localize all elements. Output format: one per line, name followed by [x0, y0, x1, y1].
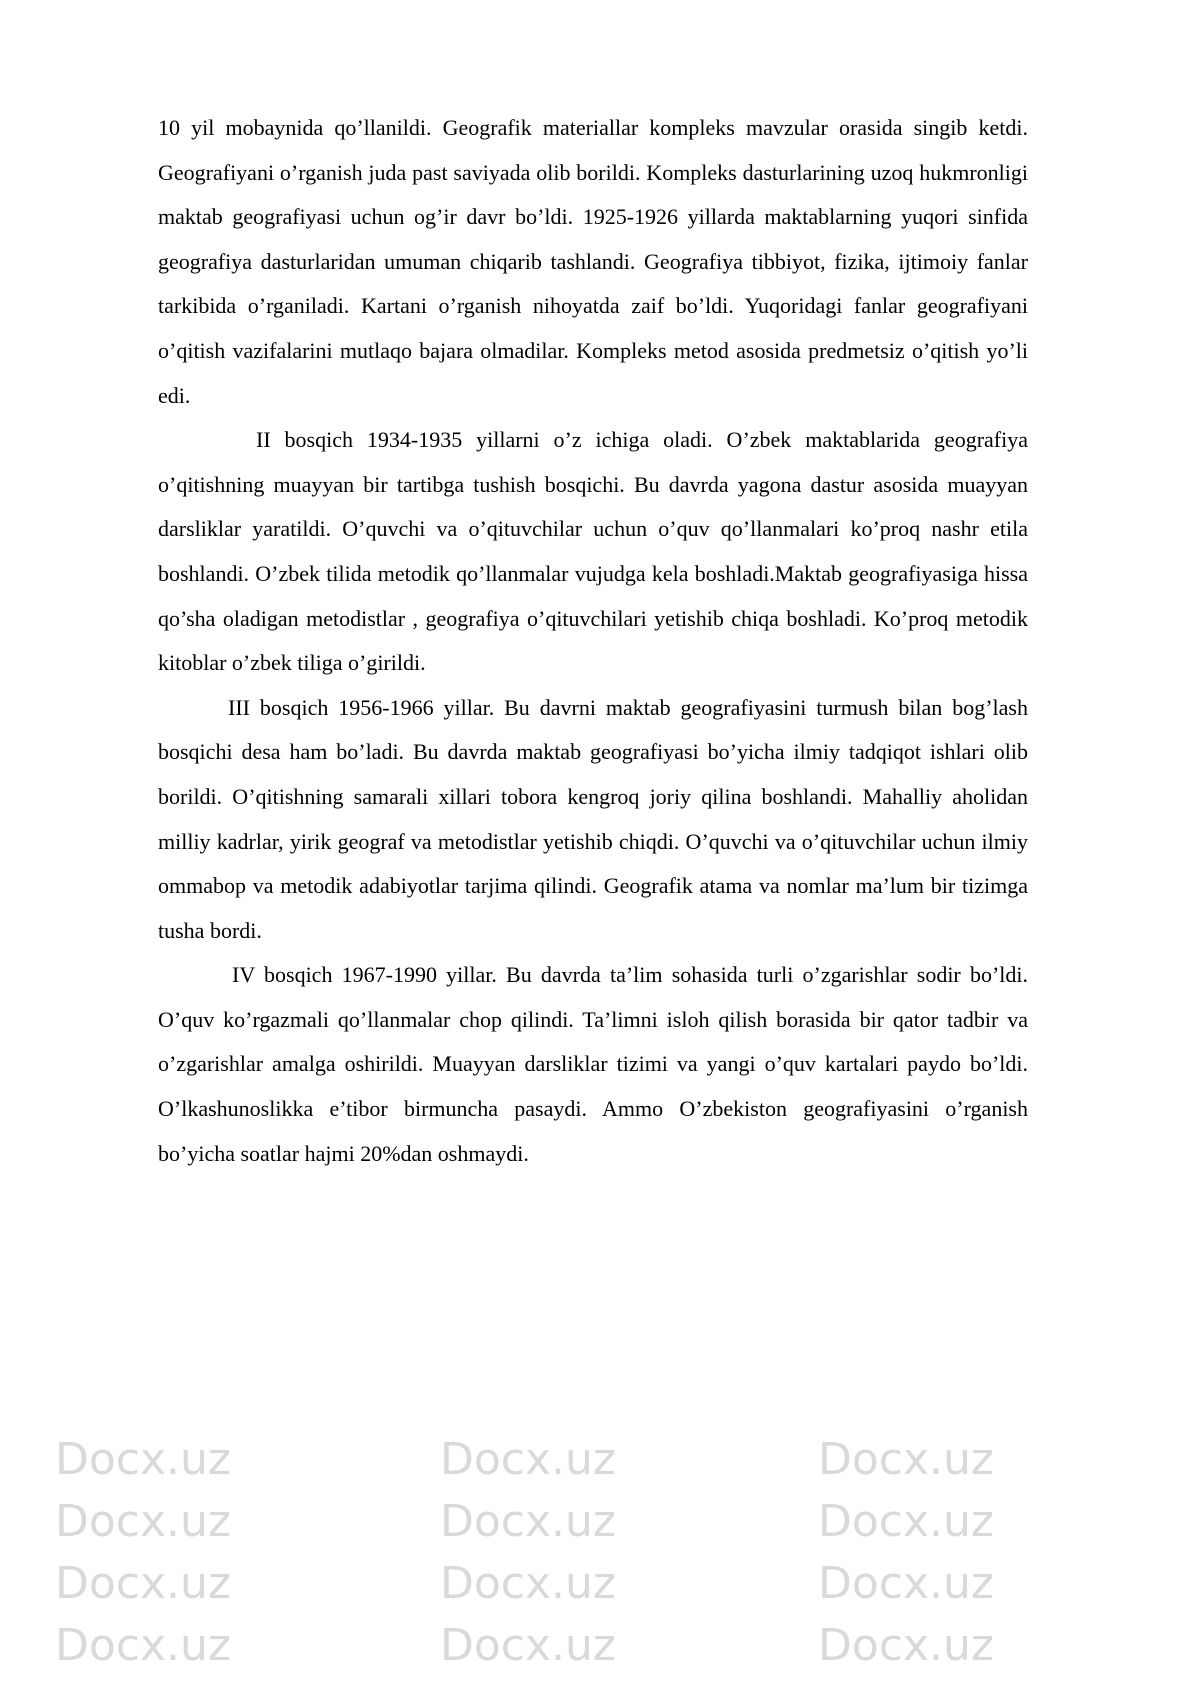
watermark-text: Docx.uz	[55, 1496, 231, 1547]
watermark-text: Docx.uz	[440, 1434, 616, 1485]
watermark-text: Docx.uz	[440, 1620, 616, 1671]
watermark-row	[0, 1616, 1191, 1676]
paragraph-continuation: 10 yil mobaynida qo’llanildi. Geografik materiallar kompleks mavzular orasida singib ketdi. Geografiyani o’rganish juda past saviyada olib borildi. Kompleks dasturlarining uzoq hukmronligi maktab geografiyasi uchun og’ir davr bo’ldi. 1925-1926 yillarda maktablarning yuqori sinfida geografiya dasturlaridan umuman chiqarib tashlandi. Geografiya tibbiyot, fizika, ijtimoiy fanlar tarkibida o’rganiladi. Kartani o’rganish nihoyatda zaif bo’ldi. Yuqoridagi fanlar geografiyani o’qitish vazifalarini mutlaqo bajara olmadilar. Kompleks metod asosida predmetsiz o’qitish yo’li edi.	[158, 115, 1028, 408]
watermark-row	[0, 1430, 1191, 1490]
watermark-text: Docx.uz	[818, 1496, 994, 1547]
paragraph-stage-2: II bosqich 1934-1935 yillarni o’z ichiga oladi. O’zbek maktablarida geografiya o’qitishning muayyan bir tartibga tushish bosqichi. Bu davrda yagona dastur asosida muayyan darsliklar yaratildi. O’quvchi va o’qituvchilar uchun o’quv qo’llanmalari ko’proq nashr etila boshlandi. O’zbek tilida metodik qo’llanmalar vujudga kela boshladi.Maktab geografiyasiga hissa qo’sha oladigan metodistlar , geografiya o’qituvchilari yetishib chiqa boshladi. Ko’proq metodik kitoblar o’zbek tiliga o’girildi.	[158, 427, 1028, 676]
watermark-text: Docx.uz	[440, 1558, 616, 1609]
watermark-text: Docx.uz	[440, 1496, 616, 1547]
watermark-text: Docx.uz	[818, 1434, 994, 1485]
paragraph-stage-3: III bosqich 1956-1966 yillar. Bu davrni maktab geografiyasini turmush bilan bog’lash bosqichi desa ham bo’ladi. Bu davrda maktab geografiyasi bo’yicha ilmiy tadqiqot ishlari olib borildi. O’qitishning samarali xillari tobora kengroq joriy qilina boshlandi. Mahalliy aholidan milliy kadrlar, yirik geograf va metodistlar yetishib chiqdi. O’quvchi va o’qituvchilar uchun ilmiy ommabop va metodik adabiyotlar tarjima qilindi. Geografik atama va nomlar ma’lum bir tizimga tusha bordi.	[158, 694, 1028, 943]
paragraph-stage-4: IV bosqich 1967-1990 yillar. Bu davrda ta’lim sohasida turli o’zgarishlar sodir bo’ldi. O’quv ko’rgazmali qo’llanmalar chop qilindi. Ta’limni isloh qilish borasida bir qator tadbir va o’zgarishlar amalga oshirildi. Muayyan darsliklar tizimi va yangi o’quv kartalari paydo bo’ldi. O’lkashunoslikka e’tibor birmuncha pasaydi. Ammo O’zbekiston geografiyasini o’rganish bo’yicha soatlar hajmi 20%dan oshmaydi.	[158, 962, 1028, 1166]
watermark-text: Docx.uz	[55, 1558, 231, 1609]
watermark-text: Docx.uz	[55, 1620, 231, 1671]
watermark-text: Docx.uz	[818, 1558, 994, 1609]
watermark-layer	[0, 1430, 1191, 1680]
watermark-text: Docx.uz	[818, 1620, 994, 1671]
watermark-row	[0, 1492, 1191, 1552]
watermark-text: Docx.uz	[55, 1434, 231, 1485]
document-body	[158, 106, 1028, 1176]
watermark-row	[0, 1554, 1191, 1614]
